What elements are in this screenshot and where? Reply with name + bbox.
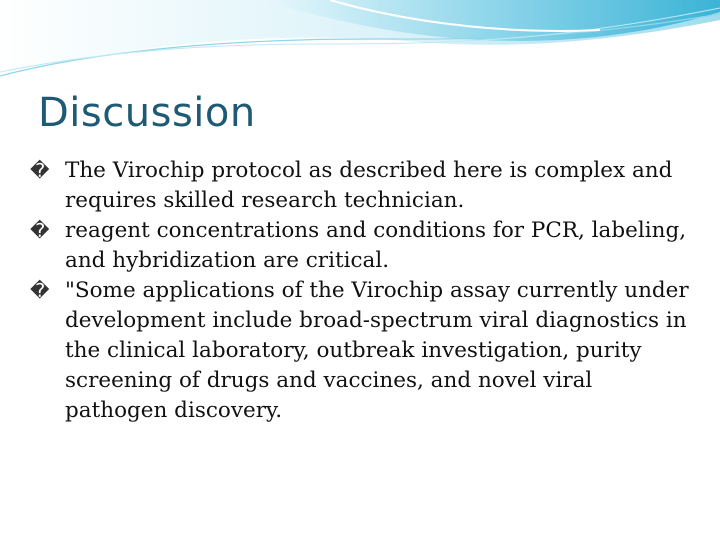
bullet-text: The Virochip protocol as described here is complex and requires skilled research technician. (65, 158, 673, 213)
bullet-item (30, 216, 690, 276)
bullet-item (30, 156, 690, 216)
bullet-marker-icon: � (30, 280, 50, 302)
bullet-marker-icon: � (30, 160, 50, 182)
bullet-text: "Some applications of the Virochip assay currently under development include broad-spectrum viral diagnostics in the clinical laboratory, outbreak investigation, purity screening of drugs and vaccines, and novel viral pathogen discovery. (65, 278, 689, 423)
bullet-marker-icon: � (30, 220, 50, 242)
slide-title: Discussion (38, 90, 256, 136)
header-wave-decoration (0, 0, 720, 80)
bullet-text: reagent concentrations and conditions for PCR, labeling, and hybridization are critical. (65, 218, 687, 273)
bullet-list (30, 156, 690, 426)
bullet-item (30, 276, 690, 426)
